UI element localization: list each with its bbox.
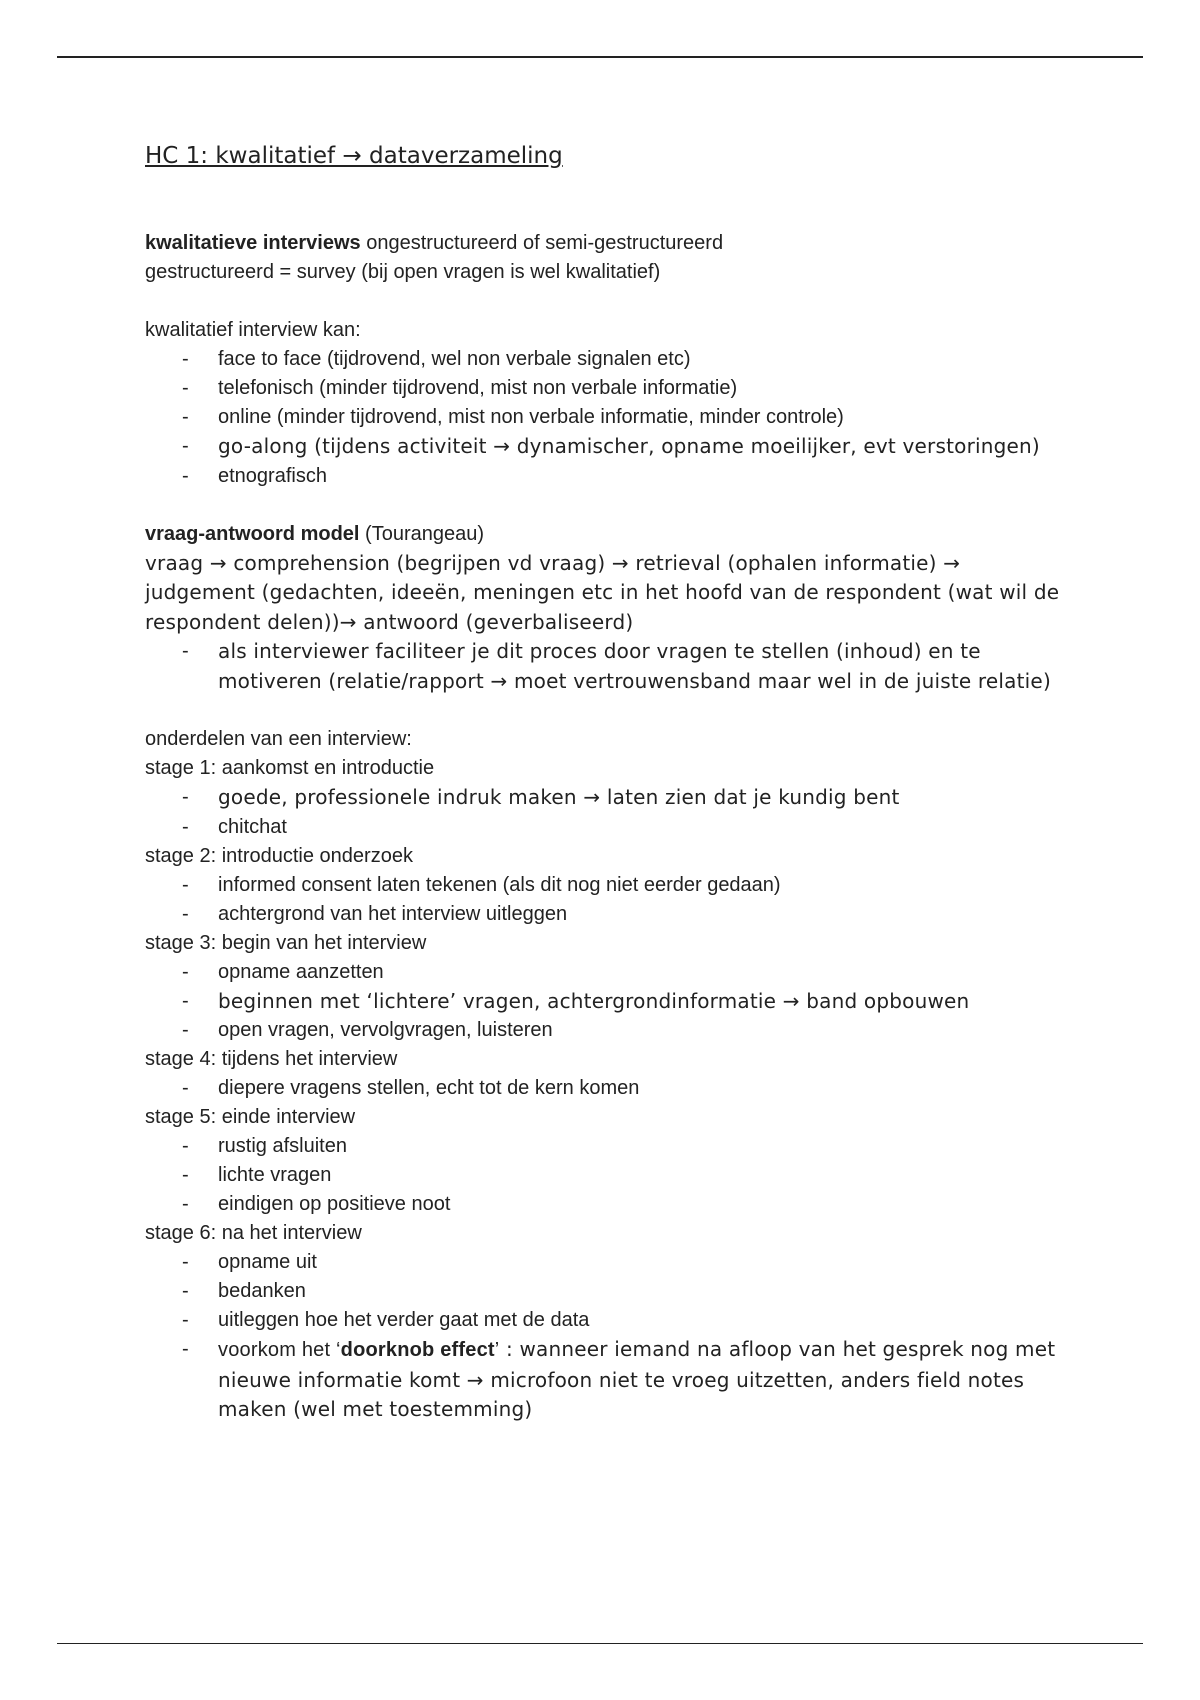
list-item: - informed consent laten tekenen (als dit nog niet eerder gedaan): [182, 873, 781, 896]
list-item: - rustig afsluiten: [182, 1135, 347, 1157]
model-text: vraag → comprehension (begrijpen vd vraag) → retrieval (ophalen informatie) → judgement (gedachten, ideeën, meningen etc in het hoofd van de respondent (wat wil de respondent delen))→ antwoord (geverbaliseerd): [145, 550, 1060, 634]
list-item: - go-along (tijdens activiteit → dynamischer, opname moeilijker, evt verstoringen): [182, 434, 1040, 458]
list-item: - achtergrond van het interview uitleggen: [182, 902, 568, 925]
model-heading: vraag-antwoord model (Tourangeau): [145, 522, 485, 545]
list-item: - bedanken: [182, 1280, 306, 1302]
intro-line-1: [145, 229, 1065, 258]
list-item: - diepere vragens stellen, echt tot de kern komen: [182, 1077, 640, 1099]
list-item: - opname aanzetten: [182, 960, 384, 983]
kan-heading: kwalitatief interview kan:: [145, 319, 361, 341]
stage-6-list: [145, 1248, 1065, 1425]
list-item-doorknob: - voorkom het ‘doorknob effect’ : wanneer iemand na afloop van het gesprek nog met nieuwe informatie komt → microfoon niet te vroeg uitzetten, anders field notes maken (wel met toestemming): [182, 1337, 1056, 1421]
kan-list: [145, 345, 1065, 491]
model-bold-term: vraag-antwoord model: [145, 522, 360, 545]
stage-6-label: stage 6: na het interview: [145, 1222, 362, 1244]
list-item: - etnografisch: [182, 464, 327, 487]
stage-3-label: stage 3: begin van het interview: [145, 931, 427, 954]
stage-2-list: [145, 871, 1065, 929]
stage-1-label: stage 1: aankomst en introductie: [145, 757, 435, 779]
stage-3-list: [145, 958, 1065, 1046]
intro-rest: ongestructureerd of semi-gestructureerd: [360, 232, 724, 254]
list-item: - lichte vragen: [182, 1164, 332, 1186]
stage-4-list: [145, 1074, 1065, 1103]
list-item: - chitchat: [182, 815, 287, 838]
header-rule: [57, 56, 1143, 58]
stage-5-label: stage 5: einde interview: [145, 1106, 356, 1128]
list-item: - eindigen op positieve noot: [182, 1193, 451, 1215]
stage-4-label: stage 4: tijdens het interview: [145, 1048, 398, 1070]
stage-1-list: [145, 783, 1065, 842]
stage-5-list: [145, 1132, 1065, 1219]
list-item: - uitleggen hoe het verder gaat met de data: [182, 1309, 590, 1331]
doorknob-bold-term: doorknob effect: [340, 1339, 495, 1361]
onderdelen-heading: onderdelen van een interview:: [145, 728, 412, 750]
intro-line-2: gestructureerd = survey (bij open vragen is wel kwalitatief): [145, 261, 661, 283]
list-item: - goede, professionele indruk maken → laten zien dat je kundig bent: [182, 785, 900, 809]
document-body: [145, 143, 1065, 1425]
page-title: HC 1: kwalitatief → dataverzameling: [145, 143, 563, 169]
list-item: - online (minder tijdrovend, mist non verbale informatie, minder controle): [182, 406, 844, 428]
list-item: - telefonisch (minder tijdrovend, mist non verbale informatie): [182, 377, 738, 399]
stage-2-label: stage 2: introductie onderzoek: [145, 844, 413, 867]
list-item: - open vragen, vervolgvragen, luisteren: [182, 1019, 553, 1041]
footer-rule: [57, 1643, 1143, 1644]
list-item: - beginnen met ‘lichtere’ vragen, achtergrondinformatie → band opbouwen: [182, 988, 970, 1013]
list-item: - opname uit: [182, 1251, 317, 1273]
model-list: [145, 637, 1065, 696]
list-item: - als interviewer faciliteer je dit proces door vragen te stellen (inhoud) en te motiveren (relatie/rapport → moet vertrouwensband maar wel in de juiste relatie): [182, 639, 1051, 693]
intro-bold-term: kwalitatieve interviews: [145, 232, 361, 254]
list-item: - face to face (tijdrovend, wel non verbale signalen etc): [182, 348, 691, 370]
